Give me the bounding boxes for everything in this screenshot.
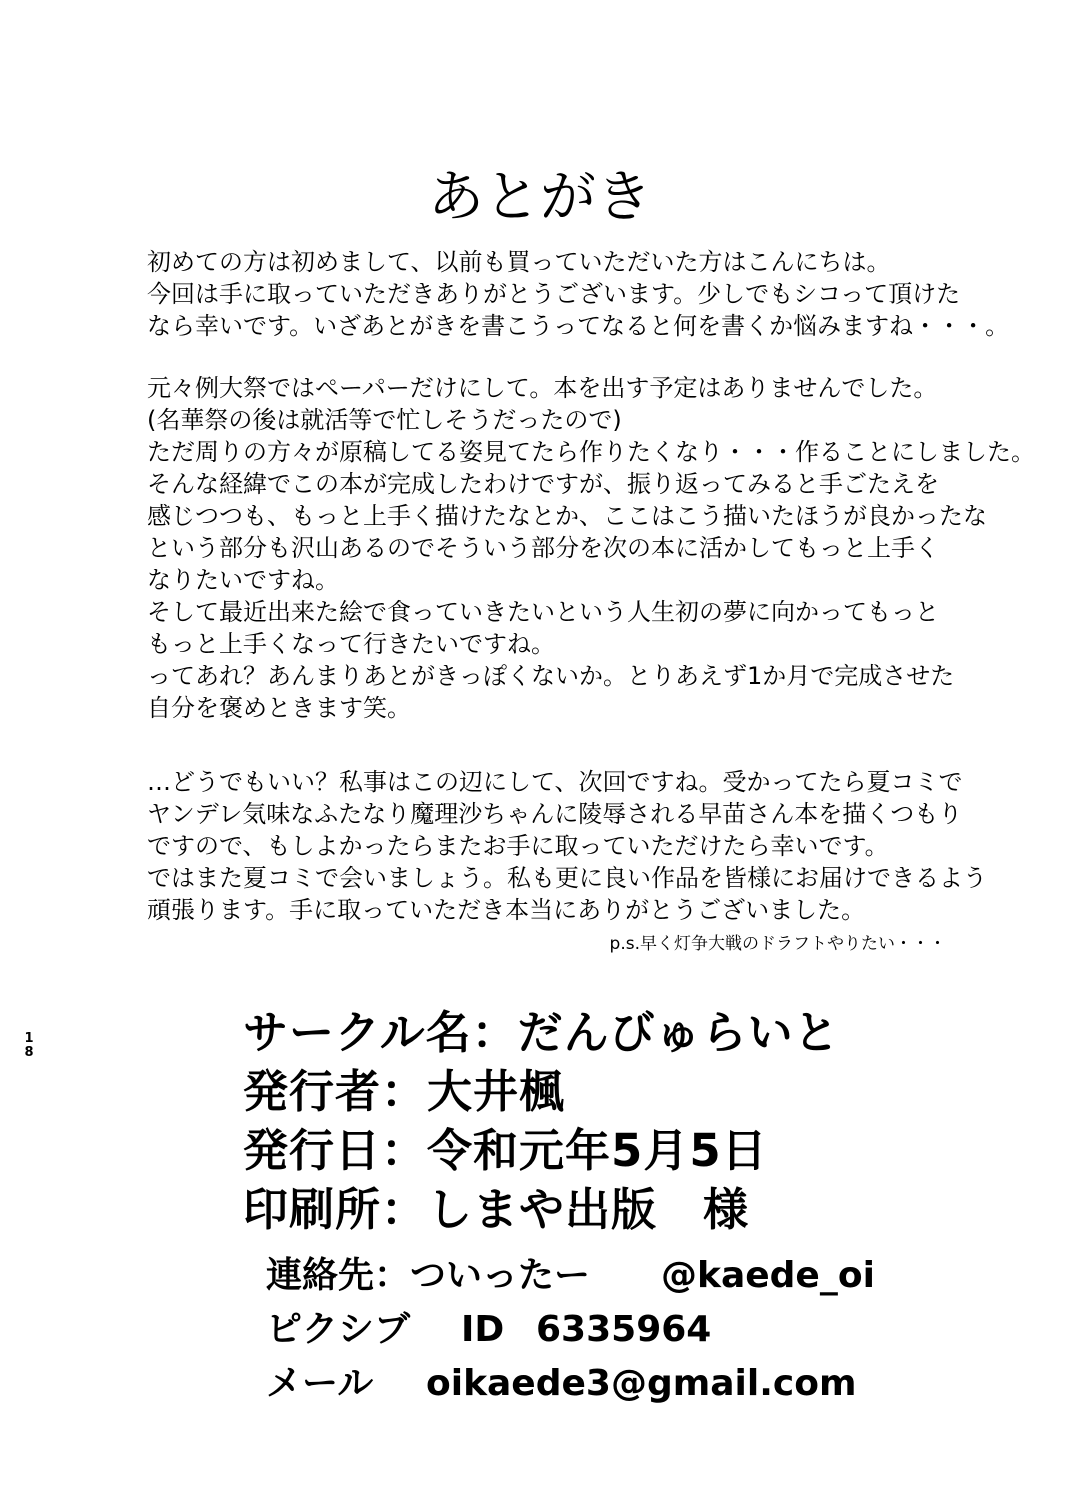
contact-twitter <box>266 1250 875 1304</box>
colophon-value: 令和元年5月5日 <box>427 1124 768 1177</box>
colophon-value: 大井楓 <box>427 1065 566 1118</box>
contact-label: 連絡先：ついったー <box>266 1255 591 1296</box>
colophon-printer: 印刷所：しまや出版 様 <box>243 1183 750 1236</box>
text-line: 自分を褒めときます笑。 <box>147 694 411 722</box>
colophon <box>243 1003 840 1239</box>
contact-mail <box>266 1358 875 1412</box>
text-line: 初めての方は初めまして、以前も買っていただいた方はこんにちは。 <box>147 248 891 276</box>
colophon-value: だんびゅらいと <box>517 1006 840 1059</box>
text-line: 頑張ります。手に取っていただき本当にありがとうございました。 <box>147 896 866 924</box>
text-line: ではまた夏コミで会いましょう。私も更に良い作品を皆様にお届けできるよう <box>147 864 987 892</box>
colophon-label: サークル名 <box>243 1006 472 1059</box>
text-line: 今回は手に取っていただきありがとうございます。少しでもシコって頂けた <box>147 280 961 308</box>
page-number: 18 <box>24 1031 34 1060</box>
text-line: 感じつつも、もっと上手く描けたなとか、ここはこう描いたほうが良かったな <box>147 502 987 530</box>
twitter-handle: @kaede_oi <box>661 1255 875 1296</box>
colophon-value: しまや出版 様 <box>427 1183 750 1236</box>
text-line: ヤンデレ気味なふたなり魔理沙ちゃんに陵辱される早苗さん本を描くつもり <box>147 800 963 828</box>
text-line: ってあれ？あんまりあとがきっぽくないか。とりあえず1か月で完成させた <box>147 662 955 690</box>
paragraph-next <box>147 766 987 926</box>
id-label: ID <box>461 1309 505 1350</box>
text-line: ただ周りの方々が原稿してる姿見てたら作りたくなり・・・作ることにしました。 <box>147 438 1035 466</box>
page-title: あとがき <box>428 165 652 230</box>
email-address: oikaede3@gmail.com <box>426 1363 857 1404</box>
text-line: という部分も沢山あるのでそういう部分を次の本に活かしてもっと上手く <box>147 534 939 562</box>
text-line: 元々例大祭ではペーパーだけにして。本を出す予定はありませんでした。 <box>147 374 938 402</box>
contact-label: メール <box>266 1363 374 1404</box>
text-line: もっと上手くなって行きたいですね。 <box>147 630 555 658</box>
colophon-label: 発行者 <box>243 1065 382 1118</box>
pixiv-id: 6335964 <box>536 1309 712 1350</box>
colophon-circle-name: サークル名：だんびゅらいと <box>243 1006 840 1059</box>
text-line: なら幸いです。いざあとがきを書こうってなると何を書くか悩みますね・・・。 <box>147 312 1010 340</box>
colophon-label: 印刷所 <box>243 1183 382 1236</box>
text-line: そんな経緯でこの本が完成したわけですが、振り返ってみると手ごたえを <box>147 470 939 498</box>
colophon-label: 発行日 <box>243 1124 382 1177</box>
text-line: (名華祭の後は就活等で忙しそうだったので) <box>147 406 622 434</box>
colophon-publisher: 発行者：大井楓 <box>243 1065 566 1118</box>
colophon-date: 発行日：令和元年5月5日 <box>243 1124 768 1177</box>
text-line: ですので、もしよかったらまたお手に取っていただけたら幸いです。 <box>147 832 889 860</box>
postscript: p.s.早く灯争大戦のドラフトやりたい・・・ <box>609 934 946 954</box>
contact-label: ピクシブ <box>266 1309 411 1350</box>
paragraph-story <box>147 372 1035 724</box>
paragraph-intro <box>147 246 1010 342</box>
text-line: …どうでもいい？私事はこの辺にして、次回ですね。受かってたら夏コミで <box>147 768 963 796</box>
text-line: なりたいですね。 <box>147 566 339 594</box>
text-line: そして最近出来た絵で食っていきたいという人生初の夢に向かってもっと <box>147 598 939 626</box>
contact-info <box>266 1250 875 1412</box>
contact-pixiv <box>266 1304 875 1358</box>
